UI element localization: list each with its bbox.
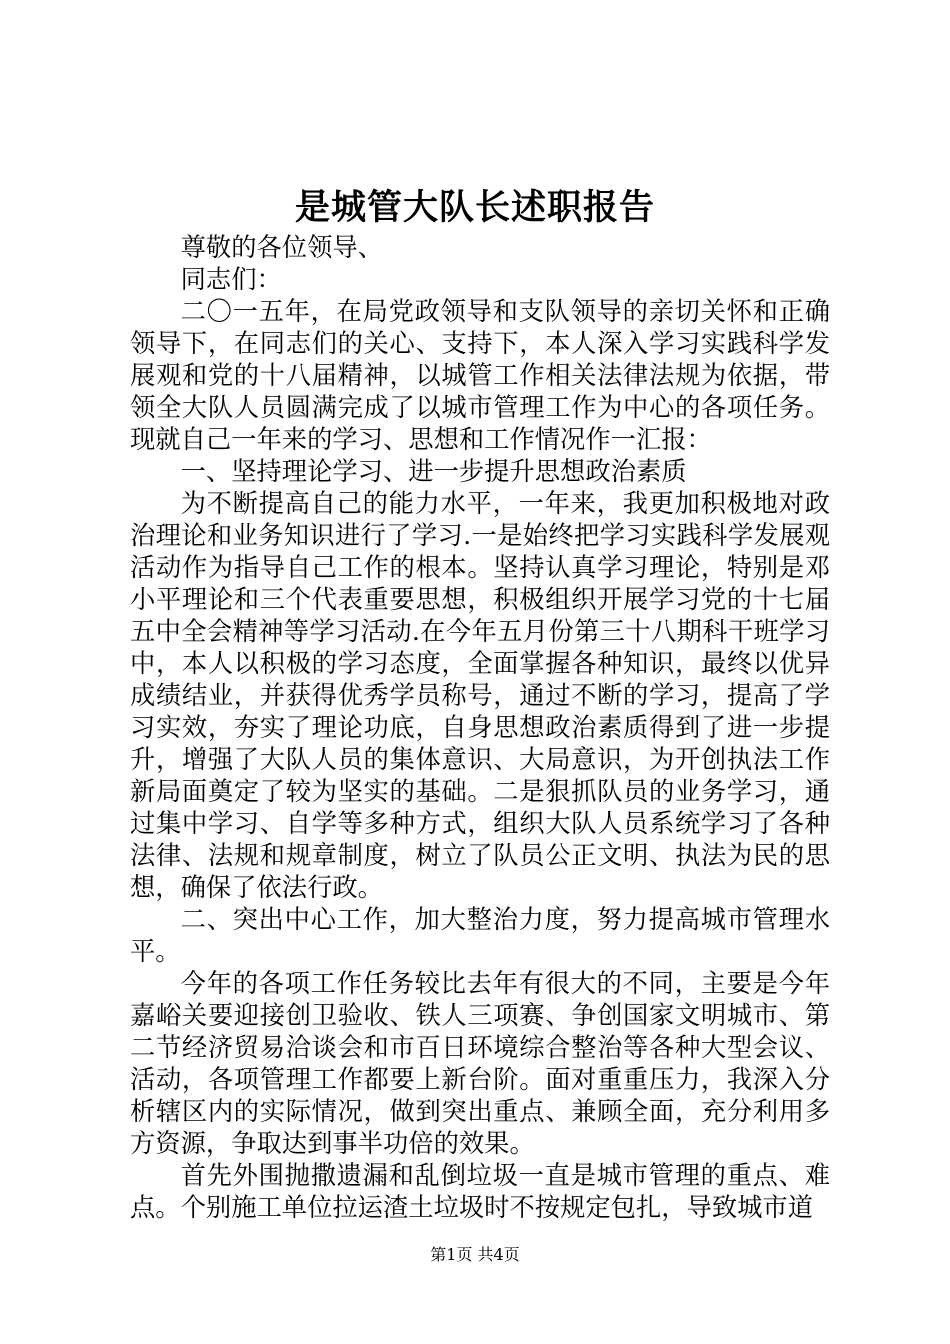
intro-paragraph: 二〇一五年，在局党政领导和支队领导的亲切关怀和正确领导下，在同志们的关心、支持下，本人深入学习实践科学发展观和党的十八届精神，以城管工作相关法律法规为依据，带领全大队人员圆满完成了以城市管理工作为中心的各项任务。现就自己一年来的学习、思想和工作情况作一汇报：: [130, 297, 830, 454]
page-footer: 第1页 共4页: [430, 1245, 520, 1264]
section-heading-2: 二、突出中心工作，加大整治力度，努力提高城市管理水平。: [130, 905, 830, 966]
salutation-line-2: 同志们：: [180, 265, 282, 294]
document-title: 是城管大队长述职报告: [294, 187, 655, 228]
section-2-paragraph-2: 首先外围抛撒遗漏和乱倒垃圾一直是城市管理的重点、难点。个别施工单位拉运渣土垃圾时不按规定包扎，导致城市道: [130, 1161, 830, 1222]
document-body: [130, 232, 830, 1224]
salutation-line-1: 尊敬的各位领导、: [180, 233, 383, 262]
section-2-paragraph-1: 今年的各项工作任务较比去年有很大的不同，主要是今年嘉峪关要迎接创卫验收、铁人三项赛、争创国家文明城市、第二节经济贸易洽谈会和市百日环境综合整治等各种大型会议、活动，各项管理工作都要上新台阶。面对重重压力，我深入分析辖区内的实际情况，做到突出重点、兼顾全面，充分利用多方资源，争取达到事半功倍的效果。: [130, 969, 830, 1158]
section-1-paragraph: 为不断提高自己的能力水平，一年来，我更加积极地对政治理论和业务知识进行了学习.一是始终把学习实践科学发展观活动作为指导自己工作的根本。坚持认真学习理论，特别是邓小平理论和三个代表重要思想，积极组织开展学习党的十七届五中全会精神等学习活动.在今年五月份第三十八期科干班学习中，本人以积极的学习态度，全面掌握各种知识，最终以优异成绩结业，并获得优秀学员称号，通过不断的学习，提高了学习实效，夯实了理论功底，自身思想政治素质得到了进一步提升，增强了大队人员的集体意识、大局意识，为开创执法工作新局面奠定了较为坚实的基础。二是狠抓队员的业务学习，通过集中学习、自学等多种方式，组织大队人员系统学习了各种法律、法规和规章制度，树立了队员公正文明、执法为民的思想，确保了依法行政。: [130, 489, 830, 902]
section-heading-1: 一、坚持理论学习、进一步提升思想政治素质: [180, 457, 687, 486]
